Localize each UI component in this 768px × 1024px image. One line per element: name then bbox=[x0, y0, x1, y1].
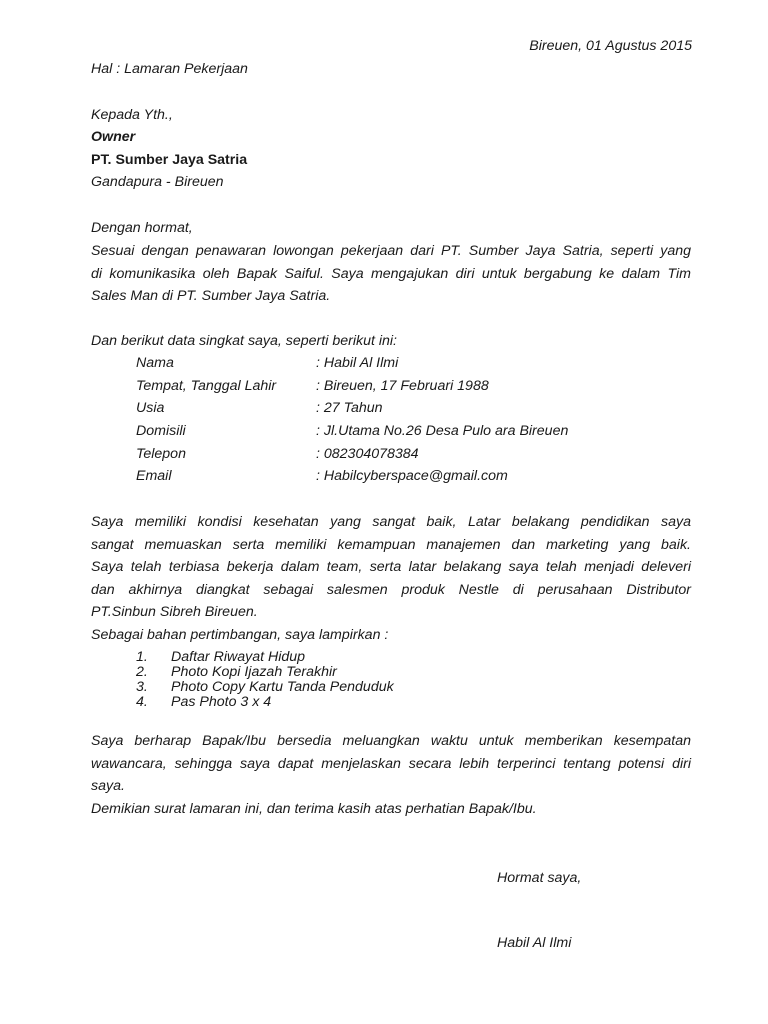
recipient-address: Gandapura - Bireuen bbox=[91, 174, 224, 190]
recipient-position: Owner bbox=[91, 129, 136, 145]
personal-value: : 082304078384 bbox=[316, 446, 419, 462]
signature-name: Habil Al Ilmi bbox=[497, 935, 572, 951]
paragraph-line: Sales Man di PT. Sumber Jaya Satria. bbox=[91, 288, 331, 304]
letter-date: Bireuen, 01 Agustus 2015 bbox=[529, 38, 692, 54]
list-text: Daftar Riwayat Hidup bbox=[171, 649, 306, 665]
signature-greeting: Hormat saya, bbox=[497, 870, 582, 886]
list-text: Pas Photo 3 x 4 bbox=[171, 694, 272, 710]
personal-value: : Habil Al Ilmi bbox=[316, 355, 399, 371]
paragraph-line: Sesuai dengan penawaran lowongan pekerjaan dari PT. Sumber Jaya Satria, seperti yang bbox=[91, 243, 691, 259]
personal-label: Usia bbox=[136, 400, 165, 416]
paragraph-line: sangat memuaskan serta memiliki kemampuan manajemen dan marketing yang baik. bbox=[91, 536, 691, 553]
personal-label: Tempat, Tanggal Lahir bbox=[136, 378, 277, 394]
personal-label: Domisili bbox=[136, 423, 186, 439]
personal-value: : Bireuen, 17 Februari 1988 bbox=[316, 378, 489, 394]
personal-value: : Jl.Utama No.26 Desa Pulo ara Bireuen bbox=[316, 423, 569, 439]
paragraph-line: Saya berharap Bapak/Ibu bersedia meluangkan waktu untuk memberikan kesempatan bbox=[91, 733, 691, 749]
opening-paragraph bbox=[91, 240, 691, 308]
paragraph-line: wawancara, sehingga saya dapat menjelaskan secara lebih terperinci tentang potensi diri bbox=[91, 755, 691, 772]
list-number: 4. bbox=[136, 694, 148, 710]
personal-intro: Dan berikut data singkat saya, seperti berikut ini: bbox=[91, 333, 397, 349]
qualification-paragraph bbox=[91, 511, 691, 646]
personal-value: : Habilcyberspace@gmail.com bbox=[316, 468, 508, 484]
personal-label: Telepon bbox=[136, 446, 186, 462]
recipient-greeting: Kepada Yth., bbox=[91, 107, 173, 123]
recipient-company: PT. Sumber Jaya Satria bbox=[91, 152, 248, 168]
list-text: Photo Kopi Ijazah Terakhir bbox=[171, 664, 337, 680]
personal-label: Email bbox=[136, 468, 172, 484]
attachment-intro: Sebagai bahan pertimbangan, saya lampirkan : bbox=[91, 626, 389, 643]
paragraph-line: saya. bbox=[91, 778, 125, 794]
personal-value: : 27 Tahun bbox=[316, 400, 383, 416]
closing-paragraph bbox=[91, 730, 691, 820]
paragraph-line: Saya telah terbiasa bekerja dalam team, serta latar belakang saya telah menjadi deleveri bbox=[91, 559, 691, 575]
paragraph-line: dan akhirnya diangkat sebagai salesmen produk Nestle di perusahaan Distributor bbox=[91, 581, 691, 598]
list-number: 3. bbox=[136, 679, 148, 695]
list-number: 2. bbox=[136, 664, 148, 680]
thanks-line: Demikian surat lamaran ini, dan terima kasih atas perhatian Bapak/Ibu. bbox=[91, 800, 537, 817]
personal-label: Nama bbox=[136, 355, 174, 371]
paragraph-line: PT.Sinbun Sibreh Bireuen. bbox=[91, 604, 258, 620]
letter-subject: Hal : Lamaran Pekerjaan bbox=[91, 61, 248, 77]
list-text: Photo Copy Kartu Tanda Penduduk bbox=[171, 679, 394, 695]
paragraph-line: di komunikasika oleh Bapak Saiful. Saya mengajukan diri untuk bergabung ke dalam Tim bbox=[91, 265, 691, 282]
list-number: 1. bbox=[136, 649, 148, 665]
salutation: Dengan hormat, bbox=[91, 220, 193, 236]
paragraph-line: Saya memiliki kondisi kesehatan yang sangat baik, Latar belakang pendidikan saya bbox=[91, 514, 691, 530]
